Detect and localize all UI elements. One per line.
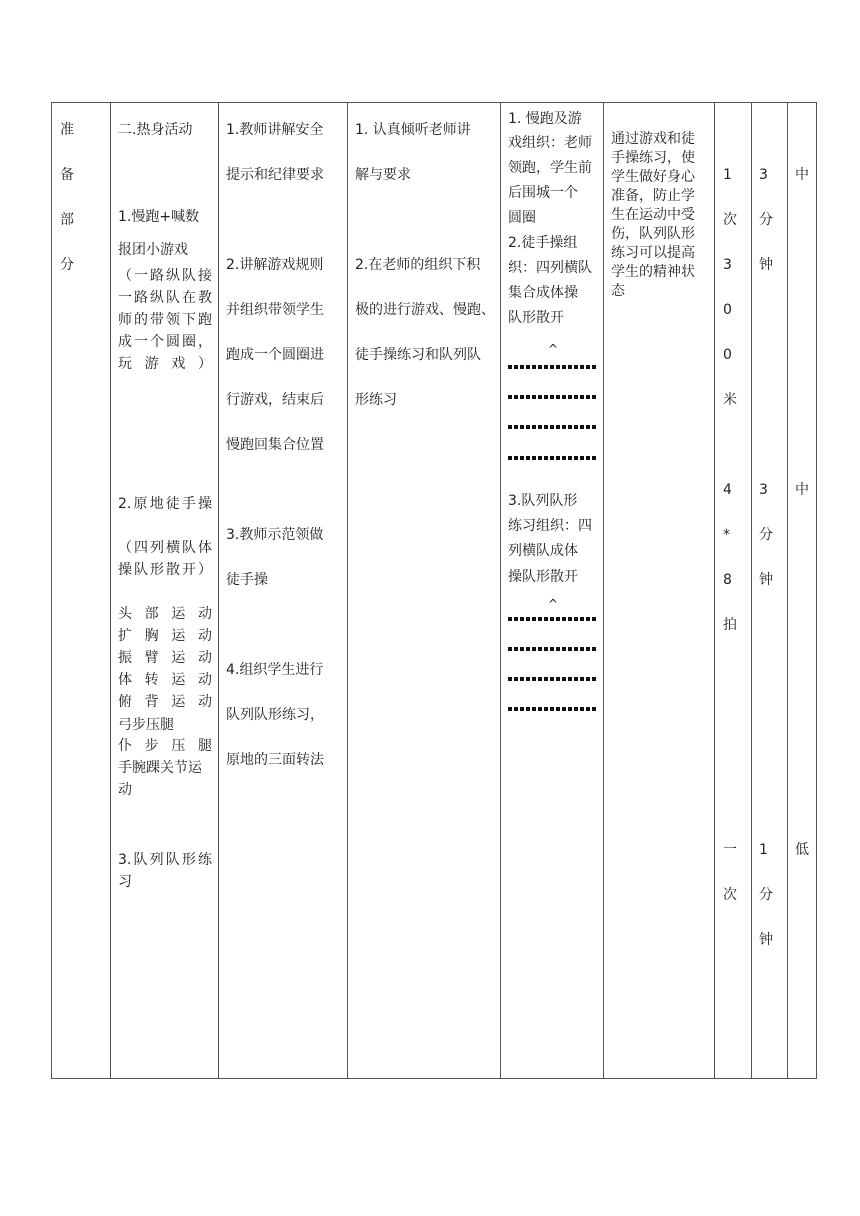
organization-line: 圆圈	[508, 210, 536, 226]
exercise-item: 俯背运动	[118, 694, 212, 710]
time-char: 钟	[759, 572, 773, 588]
organization-line: 列横队成体	[508, 543, 578, 559]
amount-char: 1	[723, 167, 732, 183]
content-cell	[111, 103, 218, 1078]
teacher-line: 1.教师讲解安全	[226, 122, 324, 138]
purpose-line: 练习可以提高	[611, 245, 695, 261]
time-char: 3	[759, 482, 768, 498]
organization-line: 集合成体操	[508, 285, 578, 301]
student-line: 形练习	[355, 392, 397, 408]
organization-line: 1. 慢跑及游	[508, 111, 582, 127]
intensity-value: 中	[795, 482, 809, 498]
time-cell	[752, 103, 787, 1078]
teacher-line: 3.教师示范领做	[226, 527, 324, 543]
item1-title: 1.慢跑+喊数	[118, 209, 200, 225]
organization-line: 织：四列横队	[508, 260, 592, 276]
section-char: 准	[60, 122, 74, 138]
organization-line: 后围城一个	[508, 185, 578, 201]
organization-cell	[501, 103, 603, 1078]
intensity-value: 低	[795, 842, 809, 858]
teacher-line: 并组织带领学生	[226, 302, 324, 318]
amount-char: 3	[723, 257, 732, 273]
section-char: 分	[60, 257, 74, 273]
content-title: 二.热身活动	[118, 122, 193, 138]
item2-title: 2.原地徒手操	[118, 496, 212, 512]
student-line: 1. 认真倾听老师讲	[355, 122, 471, 138]
time-char: 1	[759, 842, 768, 858]
teacher-line: 徒手操	[226, 572, 268, 588]
organization-line: 练习组织：四	[508, 518, 592, 534]
student-row-dots	[508, 425, 596, 429]
time-char: 分	[759, 887, 773, 903]
exercise-item: 扩胸运动	[118, 628, 212, 644]
teacher-line: 原地的三面转法	[226, 752, 324, 768]
purpose-line: 伤，队列队形	[611, 226, 695, 242]
student-row-dots	[508, 395, 596, 399]
purpose-line: 生在运动中受	[611, 207, 695, 223]
student-row-dots	[508, 647, 596, 651]
exercise-item: 手腕踝关节运动	[118, 760, 202, 798]
teacher-line: 队列队形练习，	[226, 707, 324, 723]
amount-char: 次	[723, 887, 737, 903]
lesson-table	[51, 102, 817, 1079]
amount-char: 4	[723, 482, 732, 498]
student-row-dots	[508, 365, 596, 369]
time-char: 3	[759, 167, 768, 183]
organization-line: 操队形散开	[508, 569, 578, 585]
student-cell	[348, 103, 500, 1078]
item2-description: （四列横队体操队形散开）	[118, 540, 212, 578]
amount-char: 0	[723, 302, 732, 318]
student-row-dots	[508, 617, 596, 621]
student-line: 徒手操练习和队列队	[355, 347, 481, 363]
exercise-item: 头部运动	[118, 606, 212, 622]
purpose-line: 手操练习，使	[611, 150, 695, 166]
teacher-line: 跑成一个圆圈进	[226, 347, 324, 363]
exercise-item: 振臂运动	[118, 650, 212, 666]
student-line: 2.在老师的组织下积	[355, 257, 481, 273]
exercise-item: 仆步压腿	[118, 738, 212, 754]
purpose-line: 通过游戏和徒	[611, 131, 695, 147]
amount-char: 一	[723, 842, 737, 858]
intensity-cell	[788, 103, 818, 1078]
teacher-line: 慢跑回集合位置	[226, 437, 324, 453]
exercise-item: 弓步压腿	[118, 717, 174, 733]
teacher-position-marker: ^	[548, 342, 559, 356]
time-char: 分	[759, 527, 773, 543]
purpose-line: 学生的精神状	[611, 264, 695, 280]
amount-cell	[715, 103, 751, 1078]
teacher-line: 4.组织学生进行	[226, 662, 324, 678]
amount-char: 米	[723, 392, 737, 408]
student-row-dots	[508, 677, 596, 681]
exercise-item: 体转运动	[118, 672, 212, 688]
amount-char: 8	[723, 572, 732, 588]
purpose-line: 学生做好身心	[611, 169, 695, 185]
organization-line: 3.队列队形	[508, 493, 578, 509]
organization-line: 队形散开	[508, 310, 564, 326]
section-char: 部	[60, 212, 74, 228]
item3-title: 3.队列队形练习	[118, 852, 212, 890]
student-line: 极的进行游戏、慢跑、	[355, 302, 495, 318]
time-char: 钟	[759, 932, 773, 948]
item1-line2: 报团小游戏	[118, 242, 188, 258]
purpose-line: 态	[611, 283, 625, 299]
student-row-dots	[508, 707, 596, 711]
intensity-value: 中	[795, 167, 809, 183]
teacher-position-marker: ^	[548, 597, 559, 611]
purpose-cell	[604, 103, 714, 1078]
teacher-line: 提示和纪律要求	[226, 167, 324, 183]
organization-line: 领跑，学生前	[508, 160, 592, 176]
teacher-line: 2.讲解游戏规则	[226, 257, 324, 273]
teacher-cell	[219, 103, 347, 1078]
time-char: 分	[759, 212, 773, 228]
organization-line: 2.徒手操组	[508, 235, 578, 251]
section-char: 备	[60, 167, 74, 183]
section-cell	[52, 103, 110, 1078]
student-line: 解与要求	[355, 167, 411, 183]
organization-line: 戏组织：老师	[508, 135, 592, 151]
amount-char: *	[723, 527, 730, 543]
amount-char: 拍	[723, 617, 737, 633]
amount-char: 次	[723, 212, 737, 228]
amount-char: 0	[723, 347, 732, 363]
student-row-dots	[508, 456, 596, 460]
item1-description: （一路纵队接一路纵队在教师的带领下跑成一个圆圈，玩游戏）	[118, 268, 212, 372]
time-char: 钟	[759, 257, 773, 273]
teacher-line: 行游戏，结束后	[226, 392, 324, 408]
purpose-line: 准备，防止学	[611, 188, 695, 204]
